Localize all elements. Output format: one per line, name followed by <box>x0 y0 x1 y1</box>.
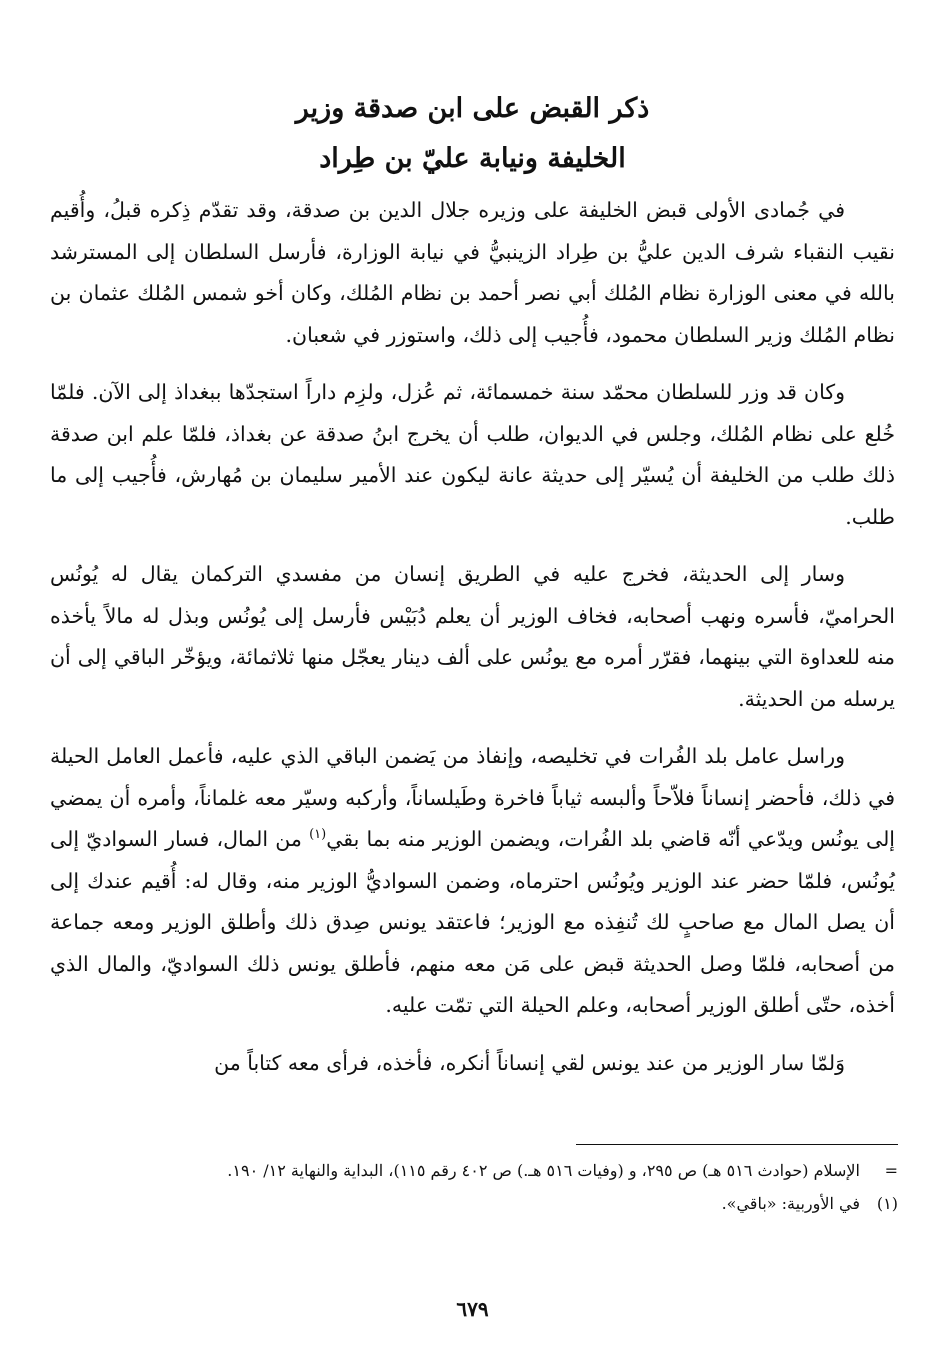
footnote-mark: (١) <box>876 1194 898 1213</box>
heading-line-1: ذكر القبض على ابن صدقة وزير <box>295 93 650 124</box>
footnote-marker: (١) <box>309 827 327 843</box>
section-heading <box>0 84 945 184</box>
footnote-text: في الأوربية: «باقي». <box>721 1194 860 1213</box>
paragraph-2: وكان قد وزر للسلطان محمّد سنة خمسمائة، ثم عُزل، ولزِم داراً استجدّها ببغداذ إلى الآن. فلمّا خُلع على نظام المُلك، وجلس في الديوان، طلب أن يخرج ابنُ صدقة عن بغداذ، فلمّا علم ابن صدقة ذلك طلب من الخليفة أن يُسيّر إلى حديثة عانة ليكون عند الأمير سليمان بن مُهارش، فأُجيب إلى ما طلب. <box>50 380 895 529</box>
page-number: ٦٧٩ <box>456 1297 489 1321</box>
footnotes <box>48 1156 898 1222</box>
paragraph-5: وَلمّا سار الوزير من عند يونس لقي إنساناً أنكره، فأخذه، فرأى معه كتاباً من <box>214 1050 845 1075</box>
paragraph-4-head: وراسل عامل بلد الفُرات في تخليصه، وإنفاذ من يَضمن الباقي الذي عليه، فأعمل العامل الحيلة في ذلك، فأحضر إنساناً فلاّحاً وألبسه ثياباً فاخرة وطَيلساناً، وأركبه وسيّر معه غلماناً، وأمره أن يمضي إلى يونُس ويدّعي أنّه قاضي بلد الفُرات، ويضمن الوزير منه بما بقي <box>50 744 896 851</box>
body-text <box>50 190 895 1084</box>
paragraph-1: في جُمادى الأولى قبض الخليفة على وزيره جلال الدين بن صدقة، وقد تقدّم ذِكره قبلُ، وأُقيم نقيب النقباء شرف الدين عليُّ بن طِراد الزينبيُّ في نيابة الوزارة، فأرسل السلطان إلى المسترشد بالله في معنى الوزارة نظام المُلك أبي نصر أحمد بن نظام المُلك، وكان أخو شمس المُلك عثمان بن نظام المُلك وزير السلطان محمود، فأُجيب إلى ذلك، واستوزر في شعبان. <box>50 198 895 347</box>
footnote-mark: = <box>884 1161 898 1180</box>
paragraph-4 <box>50 736 895 1027</box>
footnote-continued <box>48 1156 898 1185</box>
footnote-divider <box>576 1144 898 1145</box>
footnote-1 <box>48 1189 898 1218</box>
paragraph-4-tail: من المال، فسار السواديّ إلى يُونُس، فلمّا حضر عند الوزير ويُونُس احترماه، وضمن السواديُّ الوزير منه، وقال له: أُقيم عندك إلى أن يصل المال مع صاحبٍ لك تُنفِذه مع الوزير؛ فاعتقد يونس صِدق ذلك وأطلق الوزير ومعه جماعة من أصحابه، فلمّا وصل الحديثة قبض على مَن معه منهم، فأطلق يونس ذلك السواديّ، والمال الذي أخذه، حتّى أطلق الوزير أصحابه، وعلم الحيلة التي تمّت عليه. <box>50 827 895 1017</box>
footnote-text: الإسلام (حوادث ٥١٦ هـ) ص ٢٩٥، و (وفيات ٥١٦ هـ.) ص ٤٠٢ رقم ١١٥)، البداية والنهاية ١٢/ ١٩٠. <box>227 1161 860 1180</box>
heading-line-2: الخليفة ونيابة عليّ بن طِراد <box>319 143 626 174</box>
paragraph-3: وسار إلى الحديثة، فخرج عليه في الطريق إنسان من مفسدي التركمان يقال له يُونُس الحراميّ، فأسره ونهب أصحابه، فخاف الوزير أن يعلم دُبَيْس فأرسل إلى يُونُس وبذل له مالاً يأخذه منه للعداوة التي بينهما، فقرّر أمره مع يونُس على ألف دينار يعجّل منها ثلاثمائة، ويؤخّر الباقي إلى أن يرسله من الحديثة. <box>50 562 895 711</box>
